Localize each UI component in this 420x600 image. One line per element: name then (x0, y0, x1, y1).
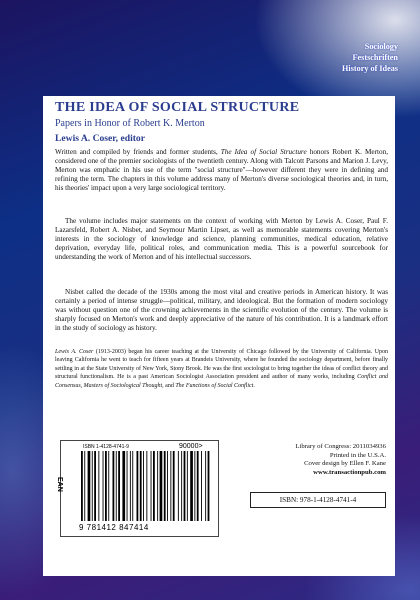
barcode-bar (127, 451, 128, 521)
description-paragraph: Nisbet called the decade of the 1930s among the most vital and creative periods in American history. It was certainly a period of intense struggle—political, military, and ideological. But the formation of modern sociology was without question one of the crowning achievements in the scientific evolution of the century. The volume is sharply focused on Merton's work and deeply appreciative of the nature of his contribution. It is a landmark effort in the study of sociology as history. (55, 288, 388, 332)
barcode-bar (173, 451, 175, 521)
barcode-bar (146, 451, 147, 521)
barcode-bar (103, 451, 104, 521)
publication-credits (295, 443, 386, 477)
description-paragraph: Written and compiled by friends and former students, The Idea of Social Structure honors Robert K. Merton, considered one of the premier sociologists of the twentieth century. Along with Talcott Parsons and Marion J. Levy, Merton was emphatic in his use of the term "social structure"—however different they were in defining and refining the term. The chapters in this volume address many of Merton's diverse sociological theories and, in turn, his theories' impact upon a very large sociological territory. (55, 148, 389, 192)
barcode-bar (160, 451, 163, 521)
barcode-price-code: 90000> (179, 443, 203, 450)
barcode-bar (118, 451, 120, 521)
book-subtitle: Papers in Honor of Robert K. Merton (55, 118, 205, 129)
barcode (56, 440, 219, 537)
barcode-bar (132, 451, 133, 521)
cover-design-credit: Cover design by Ellen F. Kane (304, 460, 386, 468)
barcode-bar (84, 451, 85, 521)
barcode-bar (167, 451, 168, 521)
series-item: History of Ideas (342, 64, 398, 74)
publisher-website: www.transactionpub.com (313, 468, 386, 476)
series-item: Sociology (364, 42, 398, 51)
series-item: Festschriften (352, 53, 398, 63)
barcode-bar (187, 451, 188, 521)
barcode-bar (208, 451, 210, 521)
barcode-bar (116, 451, 117, 521)
book-title-inline: The Idea of Social Structure (220, 148, 307, 156)
barcode-bar (205, 451, 206, 521)
barcode-bar (81, 451, 83, 521)
barcode-bar (105, 451, 107, 521)
barcode-bar (151, 451, 152, 521)
barcode-bar (92, 451, 93, 521)
barcode-bar (190, 451, 193, 521)
barcode-bar (130, 451, 131, 521)
text-panel (43, 96, 395, 576)
barcode-bars (81, 451, 213, 523)
barcode-bar (181, 451, 182, 521)
barcode-bar (157, 451, 158, 521)
author-name: Lewis A. Coser (55, 349, 94, 355)
library-of-congress: Library of Congress: 2011034936 (295, 443, 386, 450)
barcode-bar (178, 451, 179, 521)
printed-location: Printed in the U.S.A. (329, 451, 386, 459)
barcode-isbn-text: ISBN 1-4128-4741-9 (83, 444, 129, 450)
barcode-bar (164, 451, 166, 521)
ean-label: EAN (56, 477, 63, 492)
barcode-bar (153, 451, 155, 521)
barcode-bar (94, 451, 96, 521)
barcode-digits: 9 781412 847414 (79, 523, 149, 532)
isbn-box: ISBN: 978-1-4128-4741-4 (250, 492, 386, 508)
barcode-bar (140, 451, 142, 521)
barcode-bar (201, 451, 202, 521)
book-editor: Lewis A. Coser, editor (55, 133, 145, 144)
barcode-bar (88, 451, 91, 521)
barcode-bar (108, 451, 109, 521)
barcode-bar (170, 451, 171, 521)
book-title: THE IDEA OF SOCIAL STRUCTURE (55, 100, 300, 115)
barcode-bar (184, 451, 186, 521)
description-paragraph: The volume includes major statements on the context of working with Merton by Lewis A. Coser, Paul F. Lazarsfeld, Robert A. Nisbet, and Seymour Martin Lipset, as well as memorable statements covering Merton's interests in the sociology of knowledge and science, planning communities, medical education, relative deprivation, everyday life, political roles, and communication media. This is a powerful sourcebook for understanding the work of Merton and of his intellectual successors. (55, 217, 388, 261)
barcode-bar (143, 451, 144, 521)
author-bio: Lewis A. Coser (1913-2003) began his career teaching at the University of Chicago followed by the University of California. Upon leaving California he went to teach for fifteen years at Brandeis University, where he founded the sociology department, before finally settling in at the State University of New York, Stony Brook. He was the first sociologist to bring together the ideas of conflict theory and structural functionalism. He is a past American Sociologist Association president and author of many works, including Conflict and Consensus, Masters of Sociological Thought, and The Functions of Social Conflict. (55, 349, 389, 389)
barcode-bar (113, 451, 115, 521)
barcode-bar (197, 451, 199, 521)
series-categories (342, 41, 398, 75)
barcode-bar (194, 451, 195, 521)
barcode-bar (137, 451, 139, 521)
barcode-bar (122, 451, 125, 521)
barcode-bar (98, 451, 99, 521)
